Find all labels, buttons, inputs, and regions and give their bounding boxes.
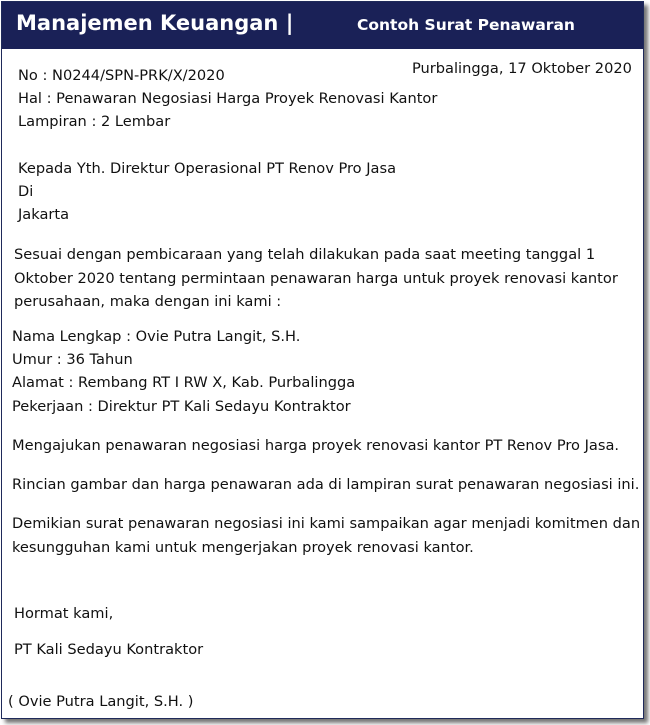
letter-number: No : N0244/SPN-PRK/X/2020: [18, 67, 225, 84]
letter-subject: Hal : Penawaran Negosiasi Harga Proyek Renovasi Kantor: [18, 90, 438, 107]
letter-attachment: Lampiran : 2 Lembar: [18, 113, 171, 130]
opening-paragraph-line: Sesuai dengan pembicaraan yang telah dilakukan pada saat meeting tanggal 1: [14, 246, 596, 263]
details-paragraph: Rincian gambar dan harga penawaran ada di lampiran surat penawaran negosiasi ini.: [12, 476, 640, 493]
closing-paragraph-line: Demikian surat penawaran negosiasi ini kami sampaikan agar menjadi komitmen dan: [12, 515, 641, 532]
header-title: Manajemen Keuangan |: [16, 11, 294, 35]
recipient-line: Jakarta: [18, 206, 70, 223]
regards-text: Hormat kami,: [14, 605, 114, 622]
signatory-name: ( Ovie Putra Langit, S.H. ): [8, 693, 194, 710]
closing-paragraph-line: kesungguhan kami untuk mengerjakan proyek renovasi kantor.: [12, 539, 474, 556]
offer-paragraph: Mengajukan penawaran negosiasi harga proyek renovasi kantor PT Renov Pro Jasa.: [12, 437, 620, 454]
recipient-line: Di: [18, 183, 34, 200]
identity-name: Nama Lengkap : Ovie Putra Langit, S.H.: [12, 328, 301, 345]
identity-age: Umur : 36 Tahun: [12, 351, 133, 368]
header-subtitle: Contoh Surat Penawaran: [357, 16, 575, 34]
identity-occupation: Pekerjaan : Direktur PT Kali Sedayu Kontraktor: [12, 398, 351, 415]
opening-paragraph-line: Oktober 2020 tentang permintaan penawaran harga untuk proyek renovasi kantor: [14, 270, 618, 287]
header-bar: [2, 2, 643, 49]
letter-date: Purbalingga, 17 Oktober 2020: [412, 60, 632, 77]
identity-address: Alamat : Rembang RT I RW X, Kab. Purbalingga: [12, 374, 356, 391]
opening-paragraph-line: perusahaan, maka dengan ini kami :: [14, 293, 282, 310]
company-name: PT Kali Sedayu Kontraktor: [14, 641, 204, 658]
recipient-line: Kepada Yth. Direktur Operasional PT Renov Pro Jasa: [18, 160, 397, 177]
